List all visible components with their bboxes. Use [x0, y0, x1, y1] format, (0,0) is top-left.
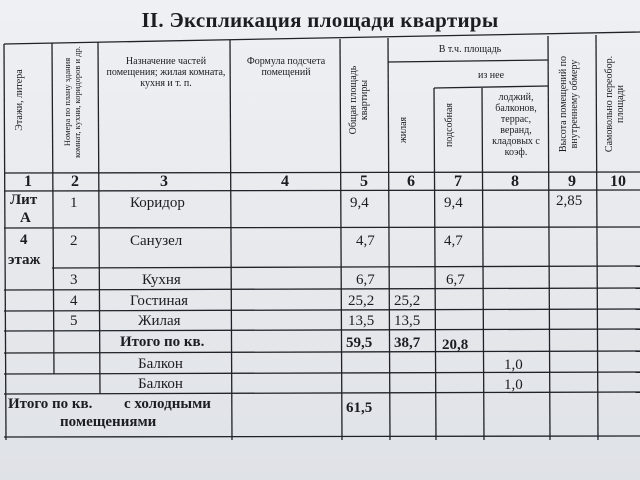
- room-name: Жилая: [138, 313, 181, 329]
- cold-total-area: 61,5: [346, 400, 373, 416]
- room-number: 4: [70, 293, 78, 309]
- living-area-sum: 38,7: [394, 335, 421, 351]
- room-name: Гостиная: [130, 293, 189, 309]
- aux-area: 9,4: [444, 195, 463, 211]
- aux-area: 4,7: [444, 233, 463, 249]
- col-number: 5: [360, 173, 368, 190]
- cold-total-label: с холодными: [124, 396, 211, 412]
- col-number: 7: [454, 173, 462, 190]
- living-area: 25,2: [394, 293, 421, 309]
- room-number: 2: [70, 233, 78, 249]
- header-height: Высота помещений по внутреннему обмеру: [558, 55, 580, 153]
- header-loggia: лоджий, балконов, террас, веранд, кладовых с коэф.: [492, 92, 540, 158]
- header-auxiliary: подсобная: [444, 102, 455, 148]
- header-living: жилая: [398, 116, 409, 144]
- room-name: Кухня: [142, 272, 181, 288]
- room-number: 1: [70, 195, 78, 211]
- col-number: 9: [568, 173, 576, 190]
- header-of-which: из нее: [477, 70, 505, 81]
- balcony-name: Балкон: [138, 376, 183, 392]
- floor-label: Лит: [10, 192, 38, 208]
- header-floor: Этажи, литера: [14, 69, 25, 131]
- total-area: 13,5: [348, 313, 375, 329]
- total-area: 9,4: [350, 195, 369, 211]
- header-purpose: Назначение частей помещения; жилая комната, кухня и т. п.: [106, 56, 226, 89]
- living-area: 13,5: [394, 313, 421, 329]
- room-name: Санузел: [130, 233, 183, 249]
- room-number: 3: [70, 272, 78, 288]
- total-area: 4,7: [356, 233, 375, 249]
- aux-area-sum: 20,8: [442, 337, 469, 353]
- floor-label: А: [20, 210, 31, 226]
- col-number: 2: [71, 173, 79, 190]
- room-name: Коридор: [130, 195, 185, 211]
- total-area-sum: 59,5: [346, 335, 373, 351]
- col-number: 3: [160, 173, 168, 190]
- floor-label: 4: [20, 232, 28, 248]
- floor-label: этаж: [8, 252, 41, 268]
- col-number: 4: [281, 173, 289, 190]
- balcony-area: 1,0: [504, 377, 523, 393]
- header-incl-area: В т.ч. площадь: [438, 44, 502, 55]
- total-area: 6,7: [356, 272, 375, 288]
- header-room-number: Номера по плану здания комнат, кухни, коридоров и др.: [62, 46, 82, 158]
- cold-total-label: Итого по кв.: [8, 396, 93, 412]
- aux-area: 6,7: [446, 272, 465, 288]
- total-area: 25,2: [348, 293, 375, 309]
- col-number: 10: [610, 173, 626, 190]
- room-number: 5: [70, 313, 78, 329]
- header-unauthorized: Самовольно переобор. площади: [604, 55, 626, 153]
- cold-total-label: помещениями: [60, 414, 157, 430]
- balcony-area: 1,0: [504, 357, 523, 373]
- header-total-area: Общая площадь квартиры: [348, 65, 370, 135]
- total-label: Итого по кв.: [120, 334, 205, 350]
- balcony-name: Балкон: [138, 356, 183, 372]
- header-formula: Формула подсчета помещений: [246, 56, 326, 78]
- col-number: 6: [407, 173, 415, 190]
- col-number: 1: [24, 173, 32, 190]
- ceiling-height: 2,85: [556, 193, 583, 209]
- page-title: II. Экспликация площади квартиры: [141, 8, 499, 32]
- col-number: 8: [511, 173, 519, 190]
